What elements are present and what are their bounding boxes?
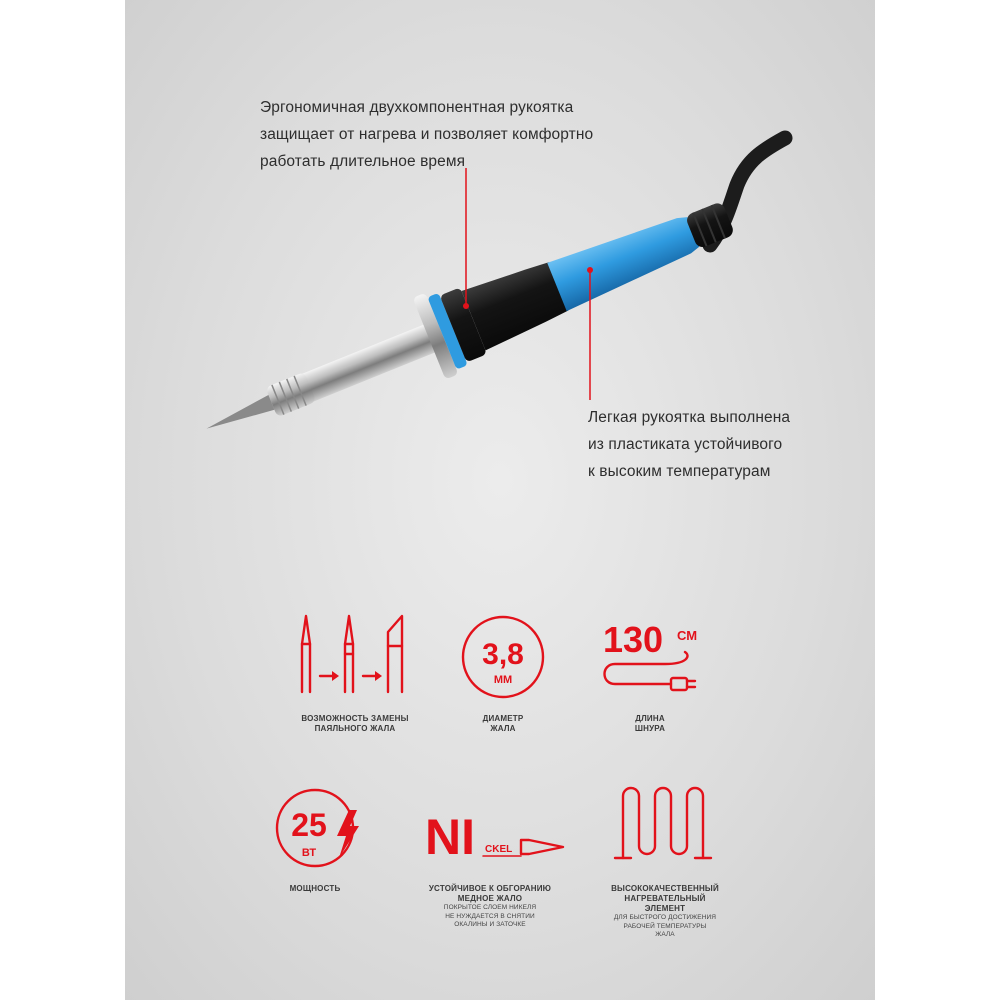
nickel-tip-icon [425, 800, 575, 880]
feature-cord [595, 714, 705, 734]
callout-line: из пластиката устойчивого [588, 436, 783, 453]
feature-tip-change [275, 714, 435, 734]
callout-line: работать длительное время [260, 153, 466, 170]
callout-line: Эргономичная двухкомпонентная рукоятка [260, 99, 574, 116]
feature-diameter [443, 714, 563, 734]
callout-line: защищает от нагрева и позволяет комфортно [260, 126, 594, 143]
callout-handle-material [588, 404, 790, 485]
feature-subcaption: ДЛЯ БЫСТРОГО ДОСТИЖЕНИЯ [613, 914, 717, 921]
product-card [125, 0, 875, 1000]
nickel-small-text: CKEL [485, 844, 513, 855]
feature-subcaption: ОКАЛИНЫ И ЗАТОЧКЕ [454, 921, 526, 928]
feature-caption: НАГРЕВАТЕЛЬНЫЙ [624, 894, 706, 903]
feature-subcaption: ПОКРЫТОЕ СЛОЕМ НИКЕЛЯ [443, 904, 537, 911]
feature-caption: ВОЗМОЖНОСТЬ ЗАМЕНЫ [301, 714, 409, 723]
feature-subcaption: ЖАЛА [655, 931, 675, 938]
callout-handle-ergonomic [260, 94, 593, 175]
feature-caption: ВЫСОКОКАЧЕСТВЕННЫЙ [611, 884, 719, 893]
feature-subcaption: РАБОЧЕЙ ТЕМПЕРАТУРЫ [623, 922, 707, 930]
feature-caption: УСТОЙЧИВОЕ К ОБГОРАНИЮ [428, 884, 552, 893]
feature-power [275, 884, 355, 894]
feature-caption: МЕДНОЕ ЖАЛО [457, 894, 523, 903]
diameter-value: 3,8 [482, 638, 524, 671]
cord-unit: СМ [677, 628, 698, 643]
diameter-unit: ММ [493, 674, 513, 686]
callout-line: к высоким температурам [588, 463, 771, 480]
feature-caption: ШНУРА [634, 724, 666, 733]
power-value: 25 [291, 807, 327, 843]
feature-caption: ДЛИНА [635, 714, 665, 723]
feature-caption: ПАЯЛЬНОГО ЖАЛА [314, 724, 396, 733]
callout-line: Легкая рукоятка выполнена [588, 409, 791, 426]
heater-icon [615, 786, 715, 876]
power-unit: ВТ [301, 847, 317, 859]
tip-change-icon [290, 612, 420, 702]
diameter-icon [458, 612, 548, 702]
feature-nickel [410, 884, 570, 930]
feature-heater [590, 884, 740, 940]
feature-caption: ЖАЛА [490, 724, 516, 733]
nickel-big-text: NI [425, 809, 475, 865]
feature-subcaption: НЕ НУЖДАЕТСЯ В СНЯТИИ [445, 912, 535, 920]
feature-caption: ЭЛЕМЕНТ [644, 904, 686, 913]
cord-value: 130 [603, 619, 664, 660]
power-icon [273, 786, 373, 876]
feature-caption: ДИАМЕТР [482, 714, 524, 723]
feature-caption: МОЩНОСТЬ [289, 884, 341, 893]
cord-icon [595, 612, 735, 702]
